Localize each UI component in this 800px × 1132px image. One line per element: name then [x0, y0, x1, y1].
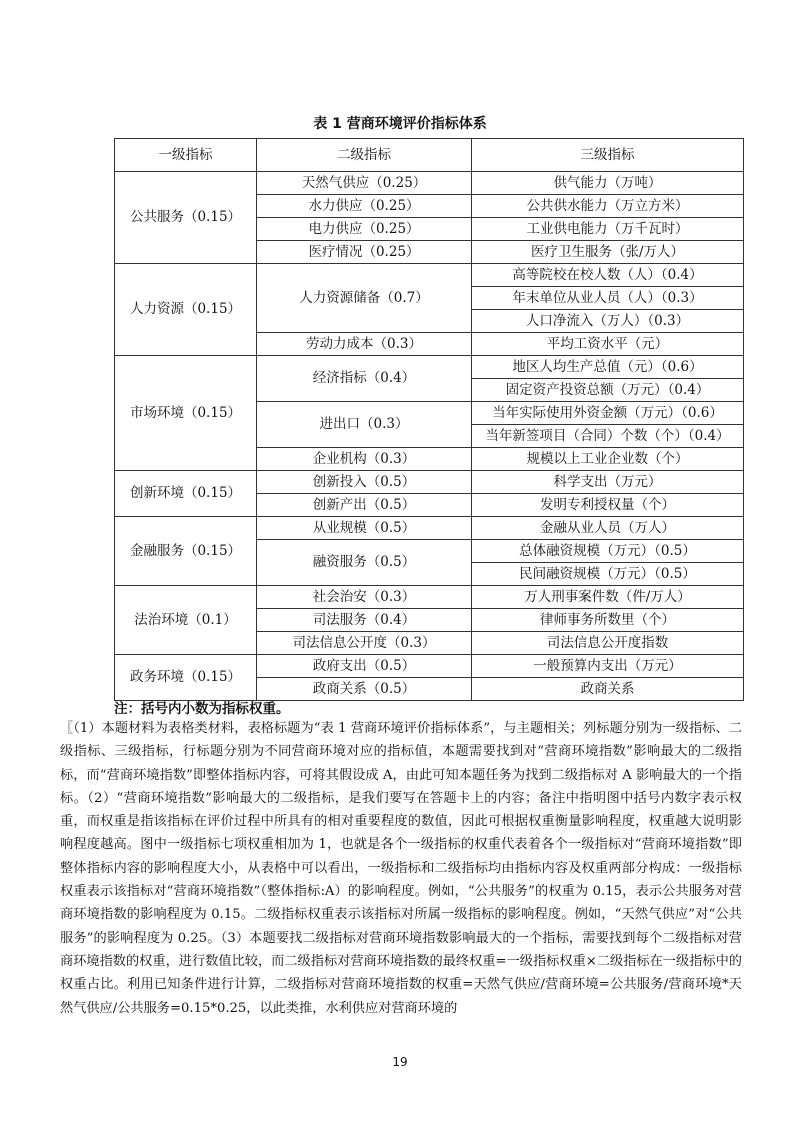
level3-cell: 律师事务所数里（个）: [472, 609, 744, 632]
level3-cell: 当年新签项目（合同）个数（个）（0.4）: [472, 425, 744, 448]
level3-cell: 当年实际使用外资金额（万元）（0.6）: [472, 402, 744, 425]
level3-cell: 工业供电能力（万千瓦时）: [472, 218, 744, 241]
level3-cell: 人口净流入（万人）（0.3）: [472, 310, 744, 333]
bracket-mark: 〖: [60, 721, 74, 736]
table-row: [115, 172, 744, 195]
level3-cell: 发明专利授权量（个）: [472, 494, 744, 517]
table-row: [115, 586, 744, 609]
level3-cell: 供气能力（万吨）: [472, 172, 744, 195]
level2-cell: 企业机构（0.3）: [257, 448, 472, 471]
header-cell: 二级指标: [257, 139, 472, 172]
level3-cell: 高等院校在校人数（人）（0.4）: [472, 264, 744, 287]
table-row: [115, 655, 744, 678]
table-caption: 表 1 营商环境评价指标体系: [313, 116, 487, 132]
analysis-text: （1）本题材料为表格类材料，表格标题为“表 1 营商环境评价指标体系”，与主题相关；列标题分别为一级指标、二级指标、三级指标，行标题分别为不同营商环境对应的指标值，本题需要找到对“营商环境指数”影响最大的二级指标，而“营商环境指数”即整体指标内容，可将其假设成 A，由此可知本题任务为找到二级指标对 A 影响最大的一个指标。（2）“营商环境指数”影响最大的二级指标，是我们要写在答题卡上的内容；备注中指明图中括号内数字表示权重，而权重是指该指标在评价过程中所具有的相对重要程度的数值，因此可根据权重衡量影响程度，权重越大说明影响程度越高。图中一级指标七项权重相加为 1，也就是各个一级指标的权重代表着各个一级指标对“营商环境指数”即整体指标内容的影响程度大小，从表格中可以看出，一级指标和二级指标均由指标内容及权重两部分构成：一级指标权重表示该指标对“营商环境指数”（整体指标:A）的影响程度。例如，“公共服务”的权重为 0.15，表示公共服务对营商环境指数的影响程度为 0.15。二级指标权重表示该指标对所属一级指标的影响程度。例如，“天然气供应”对“公共服务”的影响程度为 0.25。（3）本题要找二级指标对营商环境指数影响最大的一个指标，需要找到每个二级指标对营商环境指数的权重，进行数值比较，而二级指标对营商环境指数的最终权重=一级指标权重×二级指标在一级指标中的权重占比。利用已知条件进行计算，二级指标对营商环境指数的权重=天然气供应/营商环境=公共服务/营商环境*天然气供应/公共服务=0.15*0.25，以此类推，水利供应对营商环境的: [60, 721, 743, 1016]
level2-cell: 进出口（0.3）: [257, 402, 472, 448]
level3-cell: 年末单位从业人员（人）（0.3）: [472, 287, 744, 310]
level1-cell: 创新环境（0.15）: [115, 471, 257, 517]
table-note: 注：括号内小数为指标权重。: [114, 701, 290, 717]
level2-cell: 电力供应（0.25）: [257, 218, 472, 241]
level2-cell: 经济指标（0.4）: [257, 356, 472, 402]
table-row: [115, 471, 744, 494]
level3-cell: 规模以上工业企业数（个）: [472, 448, 744, 471]
page-number: 19: [392, 1055, 408, 1069]
table-header-row: [115, 139, 744, 172]
level3-cell: 固定资产投资总额（万元）（0.4）: [472, 379, 744, 402]
level3-cell: 地区人均生产总值（元）（0.6）: [472, 356, 744, 379]
level3-cell: 政商关系: [472, 678, 744, 701]
level3-cell: 一般预算内支出（万元）: [472, 655, 744, 678]
table-row: [115, 356, 744, 379]
indicator-table: [114, 138, 744, 701]
level2-cell: 融资服务（0.5）: [257, 540, 472, 586]
header-cell: 一级指标: [115, 139, 257, 172]
level2-cell: 创新产出（0.5）: [257, 494, 472, 517]
level2-cell: 劳动力成本（0.3）: [257, 333, 472, 356]
level2-cell: 社会治安（0.3）: [257, 586, 472, 609]
level2-cell: 政府支出（0.5）: [257, 655, 472, 678]
level2-cell: 天然气供应（0.25）: [257, 172, 472, 195]
level2-cell: 人力资源储备（0.7）: [257, 264, 472, 333]
level1-cell: 金融服务（0.15）: [115, 517, 257, 586]
level1-cell: 政务环境（0.15）: [115, 655, 257, 701]
level1-cell: 人力资源（0.15）: [115, 264, 257, 356]
level3-cell: 总体融资规模（万元）（0.5）: [472, 540, 744, 563]
level2-cell: 政商关系（0.5）: [257, 678, 472, 701]
level3-cell: 医疗卫生服务（张/万人）: [472, 241, 744, 264]
level1-cell: 法治环境（0.1）: [115, 586, 257, 655]
table-row: [115, 517, 744, 540]
table-row: [115, 264, 744, 287]
level3-cell: 民间融资规模（万元）（0.5）: [472, 563, 744, 586]
level2-cell: 医疗情况（0.25）: [257, 241, 472, 264]
level3-cell: 科学支出（万元）: [472, 471, 744, 494]
level1-cell: 公共服务（0.15）: [115, 172, 257, 264]
level3-cell: 平均工资水平（元）: [472, 333, 744, 356]
level3-cell: 公共供水能力（万立方米）: [472, 195, 744, 218]
level3-cell: 万人刑事案件数（件/万人）: [472, 586, 744, 609]
level1-cell: 市场环境（0.15）: [115, 356, 257, 471]
analysis-paragraph: [60, 717, 742, 1020]
level2-cell: 司法服务（0.4）: [257, 609, 472, 632]
header-cell: 三级指标: [472, 139, 744, 172]
level2-cell: 创新投入（0.5）: [257, 471, 472, 494]
level2-cell: 司法信息公开度（0.3）: [257, 632, 472, 655]
level2-cell: 从业规模（0.5）: [257, 517, 472, 540]
level3-cell: 司法信息公开度指数: [472, 632, 744, 655]
level2-cell: 水力供应（0.25）: [257, 195, 472, 218]
level3-cell: 金融从业人员（万人）: [472, 517, 744, 540]
